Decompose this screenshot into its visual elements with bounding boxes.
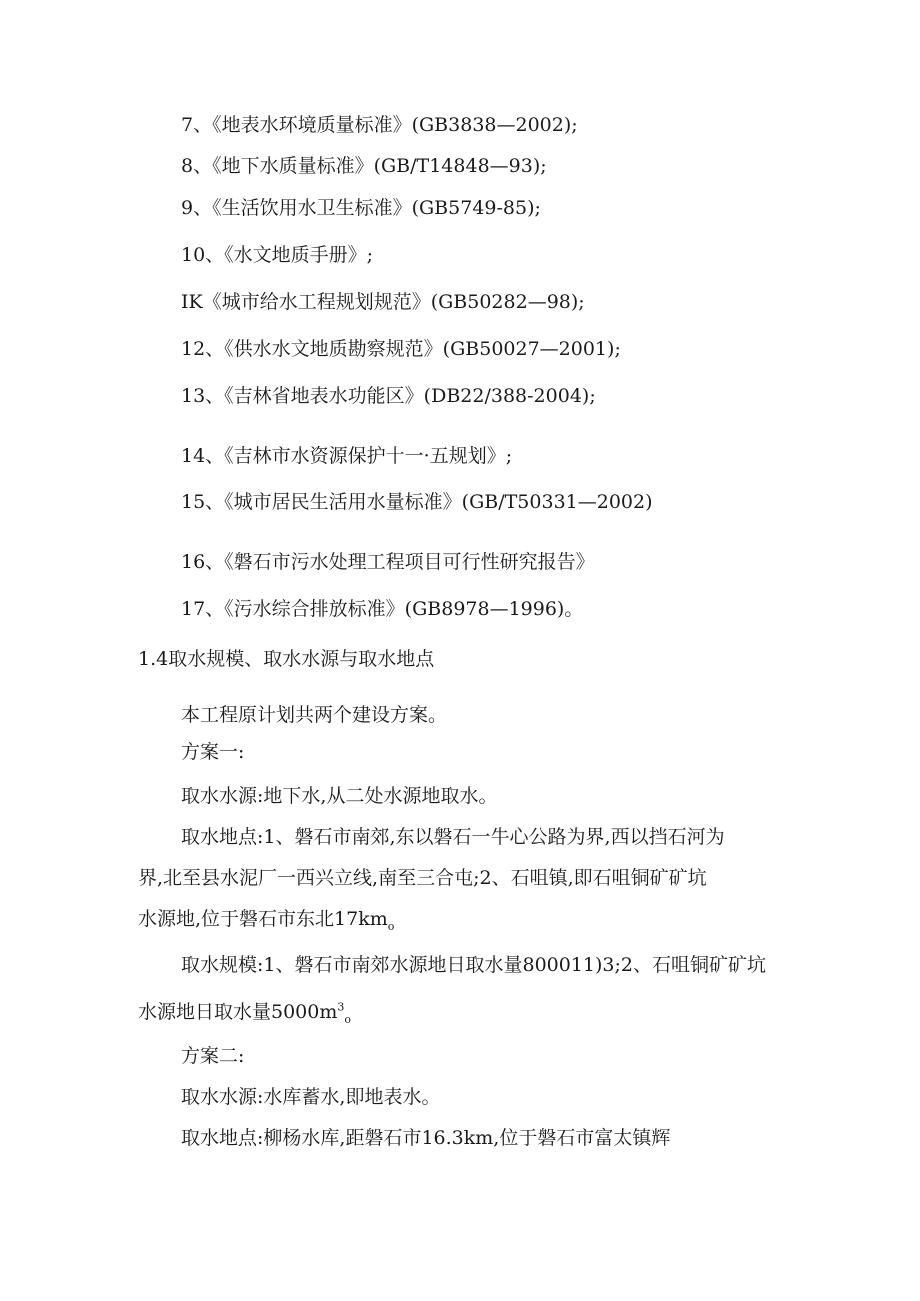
plan1-scale-line2-text: 水源地日取水量5000m	[138, 1001, 338, 1023]
plan1-source: 取水水源:地下水,从二处水源地取水。	[181, 785, 498, 807]
plan1-scale-line2-sup: 3	[337, 1000, 345, 1014]
plan2-source: 取水水源:水库蓄水,即地表水。	[181, 1086, 441, 1108]
plan1-scale-line2	[138, 1000, 351, 1024]
reference-item-12: 12、《供水水文地质勘察规范》(GB50027—2001);	[181, 338, 621, 360]
plan1-location-line3-text: 水源地,位于磐石市东北17km	[138, 908, 388, 930]
section-heading: 1.4取水规模、取水水源与取水地点	[138, 648, 435, 670]
plan1-label: 方案一:	[181, 741, 245, 763]
reference-item-9: 9、《生活饮用水卫生标准》(GB5749-85);	[181, 197, 541, 219]
plan2-label: 方案二:	[181, 1045, 245, 1067]
plan1-location-line2: 界,北至县水泥厂一西兴立线,南至三合屯;2、石咀镇,即石咀铜矿矿坑	[138, 867, 707, 889]
intro-paragraph: 本工程原计划共两个建设方案。	[181, 704, 448, 726]
plan1-location-line3	[138, 907, 394, 931]
plan1-scale-line1: 取水规模:1、磐石市南郊水源地日取水量800011)3;2、石咀铜矿矿坑	[181, 954, 767, 976]
reference-item-7: 7、《地表水环境质量标准》(GB3838—2002);	[181, 114, 578, 136]
plan1-location-line3-sub: o	[387, 919, 395, 933]
reference-item-17: 17、《污水综合排放标准》(GB8978—1996)。	[181, 598, 584, 620]
reference-item-15: 15、《城市居民生活用水量标准》(GB/T50331—2002)	[181, 491, 653, 513]
plan1-location-line1: 取水地点:1、磐石市南郊,东以磐石一牛心公路为界,西以挡石河为	[181, 826, 725, 848]
plan1-scale-line2-sub: o	[344, 1012, 351, 1026]
reference-item-13: 13、《吉林省地表水功能区》(DB22/388-2004);	[181, 385, 596, 407]
reference-item-10: 10、《水文地质手册》;	[181, 244, 374, 266]
plan2-location: 取水地点:柳杨水库,距磐石市16.3km,位于磐石市富太镇辉	[181, 1127, 671, 1149]
reference-item-16: 16、《磐石市污水处理工程项目可行性研究报告》	[181, 551, 595, 573]
reference-item-8: 8、《地下水质量标准》(GB/T14848—93);	[181, 155, 547, 177]
reference-item-14: 14、《吉林市水资源保护十一·五规划》;	[181, 445, 513, 467]
reference-item-11: IK《城市给水工程规划规范》(GB50282—98);	[181, 291, 585, 313]
